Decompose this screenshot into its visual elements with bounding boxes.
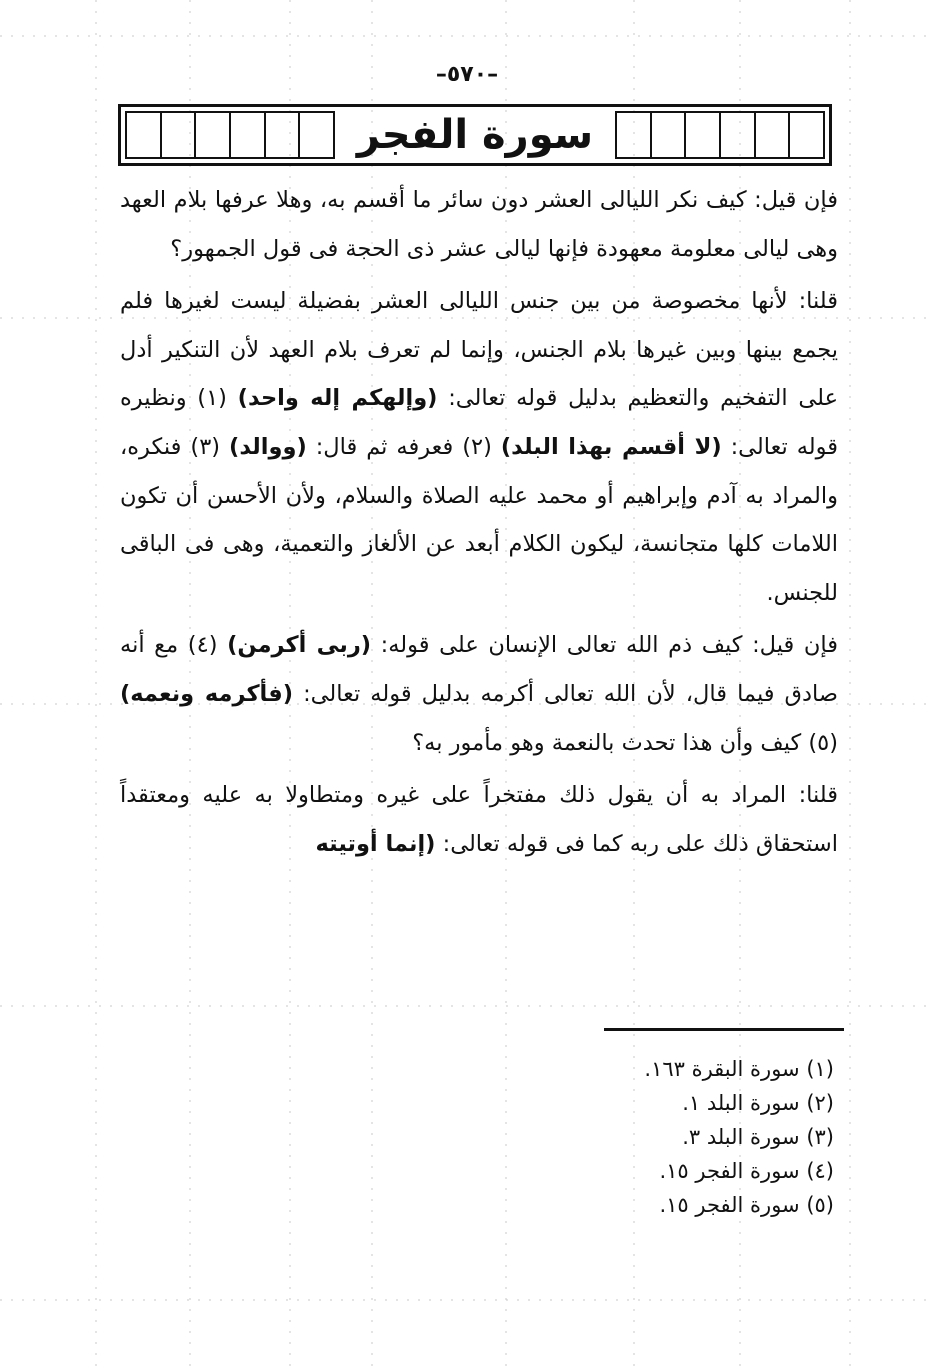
surah-title: سورة الفجر <box>356 112 594 158</box>
paragraph-question-1 <box>120 176 838 273</box>
quran-quote: (فأكرمه ونعمه) <box>120 680 294 707</box>
text-segment: (٥) كيف وأن هذا تحدث بالنعمة وهو مأمور به؟ <box>412 729 838 756</box>
surah-title-frame <box>118 104 832 166</box>
text-segment: فإن قيل: كيف نكر الليالى العشر دون سائر ما أقسم به، وهلا عرفها بلام العهد وهى ليالى معلومة معهودة فإنها ليالى عشر ذى الحجة فى قول الجمهور؟ <box>120 187 838 262</box>
footnotes <box>514 1052 834 1222</box>
footnote-item: (٣) سورة البلد ٣. <box>682 1125 834 1149</box>
text-segment: قلنا: لأنها مخصوصة من بين جنس الليالى العشر بفضيلة ليست لغيرها فلم يجمع بينها وبين غيرها بلام الجنس، وإنما لم تعرف بلام العهد لأن التنكير أدل على التفخيم والتعظيم بدليل قوله تعالى: <box>120 288 839 412</box>
title-frame-left-cells <box>125 111 335 159</box>
text-segment: (١) ونظيره قوله تعالى: <box>120 385 839 460</box>
footnote-divider <box>604 1028 844 1031</box>
footnote-item: (٥) سورة الفجر ١٥. <box>659 1193 834 1217</box>
footnote-item: (٢) سورة البلد ١. <box>682 1091 834 1115</box>
text-segment: (٣) فنكره، والمراد به آدم وإبراهيم أو محمد عليه الصلاة والسلام، ولأن الأحسن أن تكون اللامات كلها متجانسة، ليكون الكلام أبعد عن الألغاز والتعمية، وهى فى الباقى للجنس. <box>120 433 838 606</box>
text-segment: قلنا: المراد به أن يقول ذلك مفتخراً على غيره ومتطاولا به عليه ومعتقداً استحقاق ذلك على ربه كما فى قوله تعالى: <box>120 782 838 857</box>
footnote-item: (١) سورة البقرة ١٦٣. <box>644 1057 834 1081</box>
text-segment: (٢) فعرفه ثم قال: <box>306 433 501 460</box>
quran-quote: (لا أقسم بهذا البلد) <box>500 433 722 460</box>
paragraph-answer-1 <box>120 277 838 617</box>
quran-quote: (ووالد) <box>229 433 307 460</box>
paragraph-question-2 <box>120 621 838 767</box>
paragraph-answer-2 <box>120 771 838 868</box>
quran-quote: (إنما أوتيته <box>315 830 436 857</box>
page-number: –٥٧٠– <box>435 62 499 87</box>
quran-quote: (وإلهكم إله واحد) <box>237 385 438 412</box>
text-segment: (٤) مع أنه صادق فيما قال، لأن الله تعالى أكرمه بدليل قوله تعالى: <box>120 632 838 707</box>
body-text <box>120 176 838 868</box>
footnote-item: (٤) سورة الفجر ١٥. <box>659 1159 834 1183</box>
quran-quote: (ربى أكرمن) <box>227 632 372 659</box>
text-segment: فإن قيل: كيف ذم الله تعالى الإنسان على قوله: <box>371 632 838 659</box>
title-frame-right-cells <box>615 111 825 159</box>
